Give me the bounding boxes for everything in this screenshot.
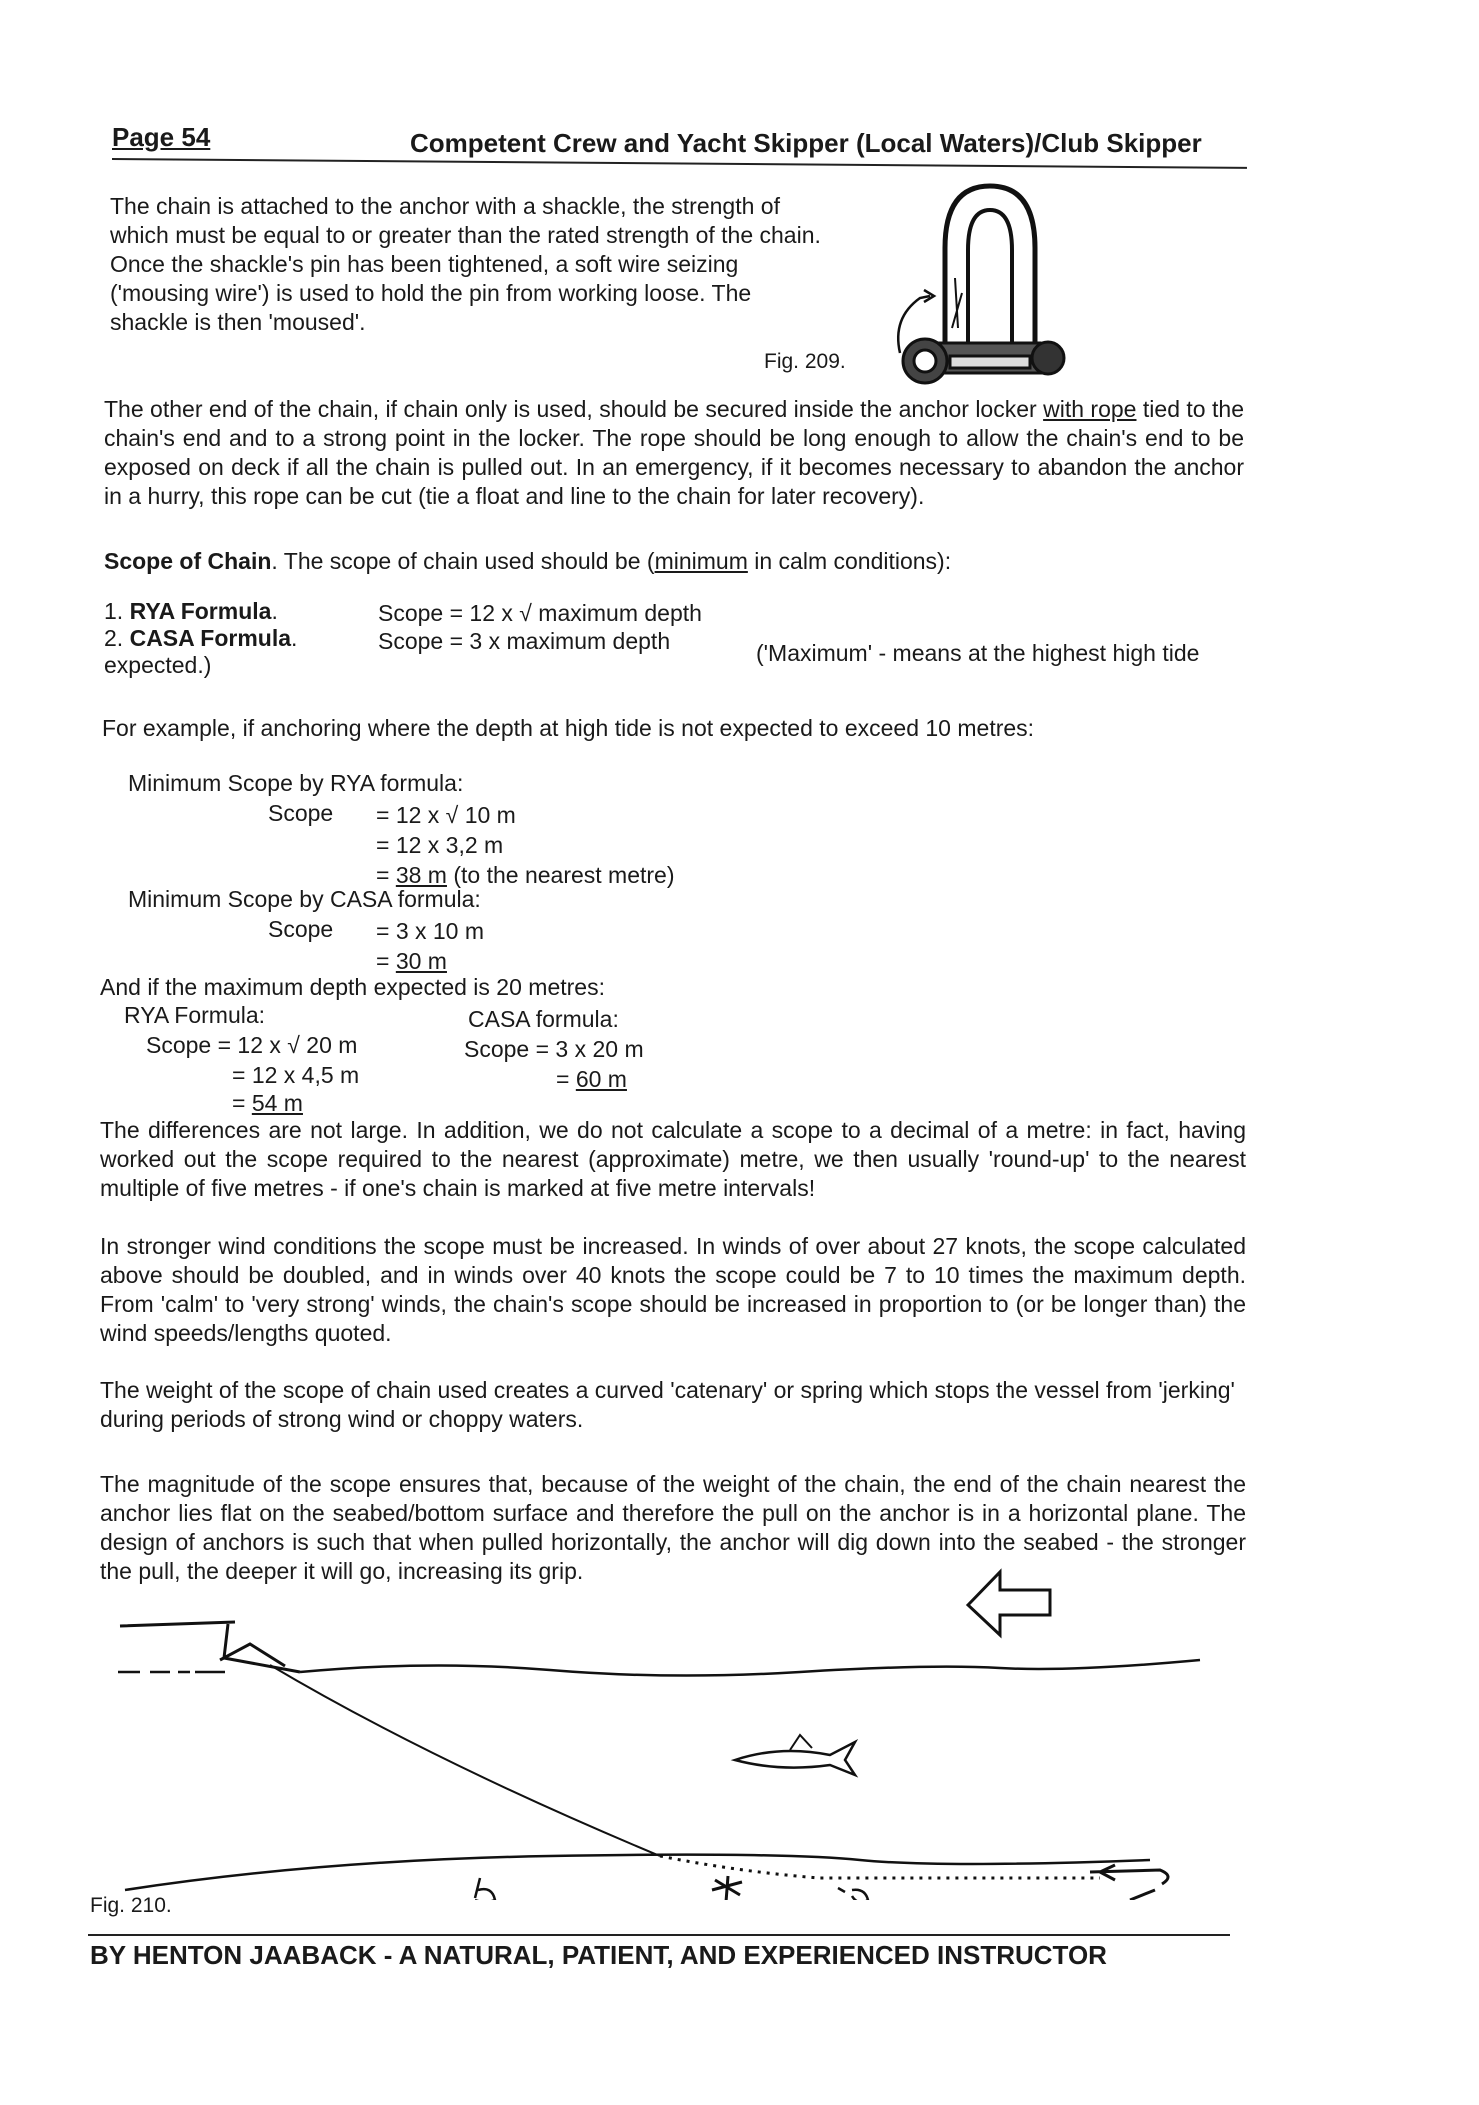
casa-formula-label: 2. CASA Formula. <box>104 625 298 651</box>
shackle-illustration <box>840 178 1100 408</box>
page-number: Page 54 <box>112 122 211 152</box>
example-intro: For example, if anchoring where the depth at high tide is not expected to exceed 10 metres: <box>102 715 1035 741</box>
casa-calc-line-1: = 3 x 10 m <box>376 918 485 944</box>
fig-210-label: Fig. 210. <box>90 1894 172 1917</box>
scope-word: Scope <box>268 800 334 826</box>
shackle-paragraph: The chain is attached to the anchor with a shackle, the strength of which must be equal to or greater than the rated strength of the chain. Once the shackle's pin has been tightened, a soft wire seizing ('mousing wire') is used to hold the pin from working loose. The shackle is then 'moused'. <box>110 193 821 335</box>
anchor-chain <box>270 1665 660 1856</box>
scope-word-casa: Scope <box>268 916 334 942</box>
rock-icon <box>838 1888 868 1900</box>
anchor-icon <box>1090 1865 1168 1884</box>
differences-paragraph: The differences are not large. In addition, we do not calculate a scope to a decimal of a metre: in fact, having worked out the scope required to the nearest (approximate) metre, we then usually 'round-up' to the nearest multiple of five metres - if one's chain is marked at five metre intervals! <box>100 1117 1246 1201</box>
shell-icon <box>475 1878 495 1900</box>
rya-calc-eq: = <box>376 862 396 888</box>
chain-end-paragraph <box>104 395 1244 511</box>
starfish-icon <box>712 1876 742 1900</box>
boat-hull <box>120 1622 300 1672</box>
rya-calc-note: (to the nearest metre) <box>446 862 675 888</box>
book-title: Competent Crew and Yacht Skipper (Local Waters)/Club Skipper <box>410 128 1202 158</box>
casa-label: CASA Formula <box>129 625 292 651</box>
header-rule <box>112 158 1247 169</box>
rya-label: RYA Formula <box>129 598 272 624</box>
rya-number: 1. <box>104 598 130 624</box>
casa-number: 2. <box>104 625 130 651</box>
casa-20-title: CASA formula: <box>468 1006 619 1032</box>
rya-calc-line-2: = 12 x 3,2 m <box>376 832 504 858</box>
casa-20-eq: = <box>556 1066 576 1092</box>
rya-20-line-3 <box>232 1090 303 1117</box>
rya-formula-label: 1. RYA Formula. <box>104 598 278 624</box>
casa-20-result: 60 m <box>575 1066 627 1092</box>
footer-rule <box>88 1934 1230 1936</box>
rya-20-line-1: Scope = 12 x √ 20 m <box>146 1032 358 1058</box>
casa-calc-line-2 <box>376 948 447 975</box>
magnitude-paragraph: The magnitude of the scope ensures that, because of the weight of the chain, the end of the chain nearest the anchor lies flat on the seabed/bottom surface and therefore the pull on the anchor is in a horizontal plane. The design of anchors is such that when pulled horizontally, the anchor will dig down into the seabed - the stronger the pull, the deeper it will go, increasing its grip. <box>100 1471 1246 1584</box>
casa-calc-eq: = <box>376 948 396 974</box>
scope-heading <box>104 548 951 575</box>
fig-209-label: Fig. 209. <box>764 350 846 373</box>
scope-heading-minimum: minimum <box>654 548 748 574</box>
rya-formula: Scope = 12 x √ maximum depth <box>378 600 702 626</box>
rya-calc-line-3 <box>376 862 675 889</box>
chain-end-text-b: tied to the chain's end and to a strong point in the locker. The rope should be long enough to allow the chain's end to be exposed on deck if all the chain is pulled out. In an emergency, if it becomes necessary to abandon the anchor in a hurry, this rope can be cut (tie a float and line to the chain for later recovery). <box>104 396 1244 509</box>
rya-calc-result: 38 m <box>395 862 447 888</box>
rya-calc-line-1: = 12 x √ 10 m <box>376 802 516 828</box>
scope-heading-bold: Scope of Chain <box>104 548 272 574</box>
seabed <box>125 1855 1150 1890</box>
casa-formula: Scope = 3 x maximum depth <box>378 628 671 654</box>
fish-icon <box>735 1742 855 1775</box>
chain-end-text-a: The other end of the chain, if chain only is used, should be secured inside the anchor locker <box>104 396 1044 422</box>
maximum-note: ('Maximum' - means at the highest high tide <box>756 640 1200 666</box>
wind-arrow <box>968 1572 1050 1635</box>
casa-example-title: Minimum Scope by CASA formula: <box>128 886 481 912</box>
maximum-note-cont: expected.) <box>104 652 212 678</box>
casa-20-line-1: Scope = 3 x 20 m <box>464 1036 644 1062</box>
wind-paragraph: In stronger wind conditions the scope must be increased. In winds of over about 27 knots, the scope calculated above should be doubled, and in winds over 40 knots the scope could be 7 to 10 times the maximum depth. From 'calm' to 'very strong' winds, the chain's scope should be increased in proportion to (or be longer than) the wind speeds/lengths quoted. <box>100 1233 1246 1346</box>
catenary-paragraph: The weight of the scope of chain used creates a curved 'catenary' or spring which stops the vessel from 'jerking' during periods of strong wind or choppy waters. <box>100 1377 1235 1432</box>
rya-20-title: RYA Formula: <box>124 1002 266 1028</box>
rya-example-title: Minimum Scope by RYA formula: <box>128 770 464 796</box>
casa-20-line-2 <box>556 1066 627 1093</box>
anchoring-diagram <box>100 1560 1250 1900</box>
scope-heading-text: . The scope of chain used should be ( <box>271 548 655 574</box>
rya-20-eq: = <box>232 1090 252 1116</box>
scope-heading-tail: in calm conditions): <box>747 548 952 574</box>
casa-calc-result: 30 m <box>395 948 447 974</box>
anchor-fluke <box>1130 1890 1155 1900</box>
rya-20-result: 54 m <box>251 1090 303 1116</box>
rya-20-line-2: = 12 x 4,5 m <box>232 1062 360 1088</box>
example-20-intro: And if the maximum depth expected is 20 metres: <box>100 974 605 1000</box>
chain-end-underline: with rope <box>1043 396 1137 422</box>
footer-text: BY HENTON JAABACK - A NATURAL, PATIENT, AND EXPERIENCED INSTRUCTOR <box>90 1940 1107 1970</box>
chain-links <box>660 1856 1100 1878</box>
